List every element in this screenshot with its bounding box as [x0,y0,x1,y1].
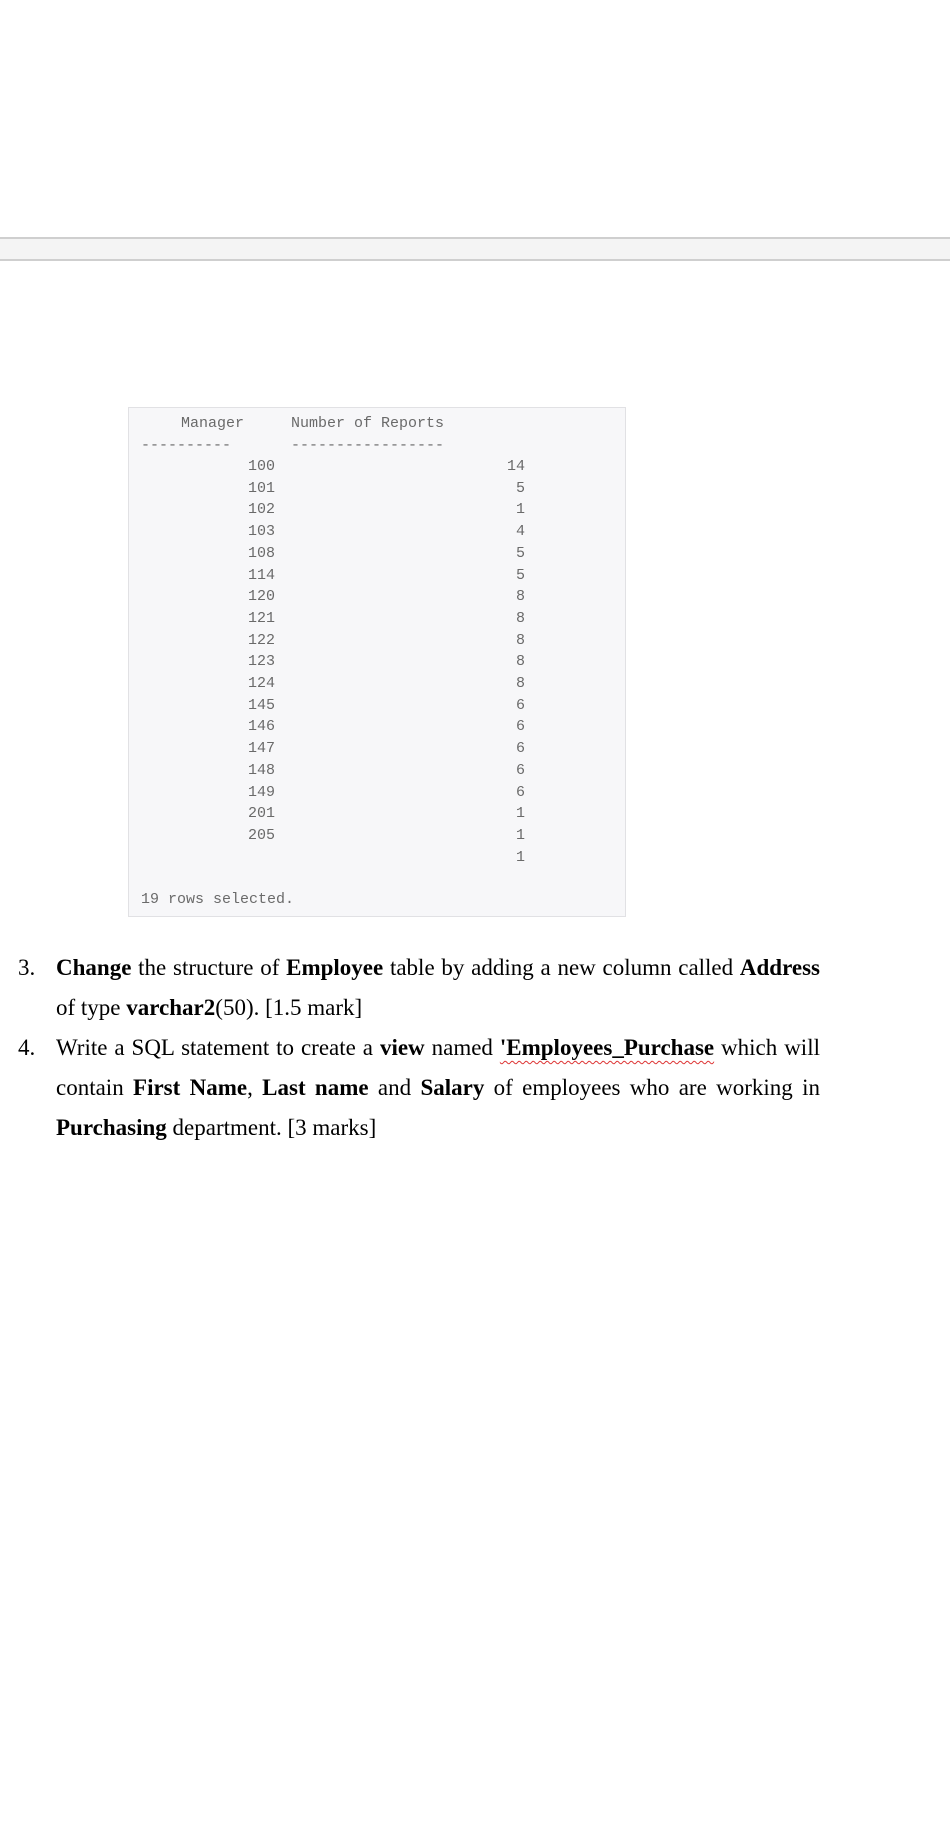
report-count-cell: 8 [515,609,525,627]
header-underline-manager: ---------- [141,437,232,454]
header-underline-reports: ----------------- [291,437,445,454]
report-count-cell: 14 [506,458,525,475]
page-break-divider [0,237,950,261]
emphasis-purchasing: Purchasing [56,1115,167,1140]
question-number: 3. [18,955,36,980]
emphasis-change: Change [56,955,132,980]
manager-id-cell: 149 [247,783,275,801]
emphasis-view: view [379,1035,425,1060]
report-count-cell: 1 [515,848,525,866]
emphasis-salary: Salary [420,1075,485,1100]
question-text: Write a SQL statement to create a view named 'Employees_Purchase which will contain First Name, Last name and Salary of employees who are working in Purchasing department. [3 marks] [56,1035,820,1140]
report-count-cell: 1 [515,826,525,844]
manager-id-cell: 148 [247,761,275,779]
manager-id-cell: 201 [247,805,275,823]
manager-id-cell: 108 [247,544,275,562]
manager-id-cell: 100 [247,458,275,475]
header-manager: Manager [181,415,245,432]
manager-id-cell: 123 [247,653,275,671]
report-count-cell: 8 [515,631,525,649]
question-number: 4. [18,1035,36,1060]
manager-id-cell: 146 [247,718,275,736]
report-count-cell: 5 [515,544,525,562]
manager-id-cell: 120 [247,588,275,606]
report-count-cell: 1 [515,805,525,823]
question-3 [18,948,820,1028]
report-count-cell: 5 [515,566,525,584]
report-count-cell: 6 [515,718,525,736]
emphasis-varchar2: varchar2 [126,995,216,1020]
report-count-cell: 8 [515,588,525,606]
report-count-cell: 6 [515,761,525,779]
report-count-cell: 4 [515,523,525,541]
emphasis-first-name: First Name [133,1075,248,1100]
manager-id-cell: 205 [247,826,275,844]
question-list [18,948,820,1148]
report-count-cell: 6 [515,740,525,758]
question-text: Change the structure of Employee table by adding a new column called Address of type varchar2(50). [1.5 mark] [56,955,820,1020]
report-count-cell: 1 [515,501,525,519]
question-4 [18,1028,820,1148]
manager-id-cell: 121 [247,609,275,627]
manager-id-cell: 102 [247,501,275,519]
emphasis-employee: Employee [286,955,384,980]
rows-selected-footer: 19 rows selected. [141,891,295,908]
manager-id-cell: 114 [247,566,275,584]
report-count-cell: 8 [515,653,525,671]
report-count-cell: 6 [515,696,525,714]
manager-id-cell: 124 [247,675,275,692]
header-number-of-reports: Number of Reports [291,415,445,432]
report-count-cell: 6 [515,783,525,801]
emphasis-last-name: Last name [262,1075,369,1100]
emphasis-view-name: 'Employees_Purchase [499,1035,715,1060]
manager-id-cell: 101 [247,479,275,497]
sql-output-block [128,407,626,917]
report-count-cell: 5 [515,479,525,497]
emphasis-address: Address [739,955,820,980]
report-count-cell: 8 [515,675,525,692]
manager-id-cell: 103 [247,523,275,541]
manager-id-cell: 147 [247,740,275,758]
manager-id-cell: 122 [247,631,275,649]
manager-id-cell: 145 [247,696,275,714]
